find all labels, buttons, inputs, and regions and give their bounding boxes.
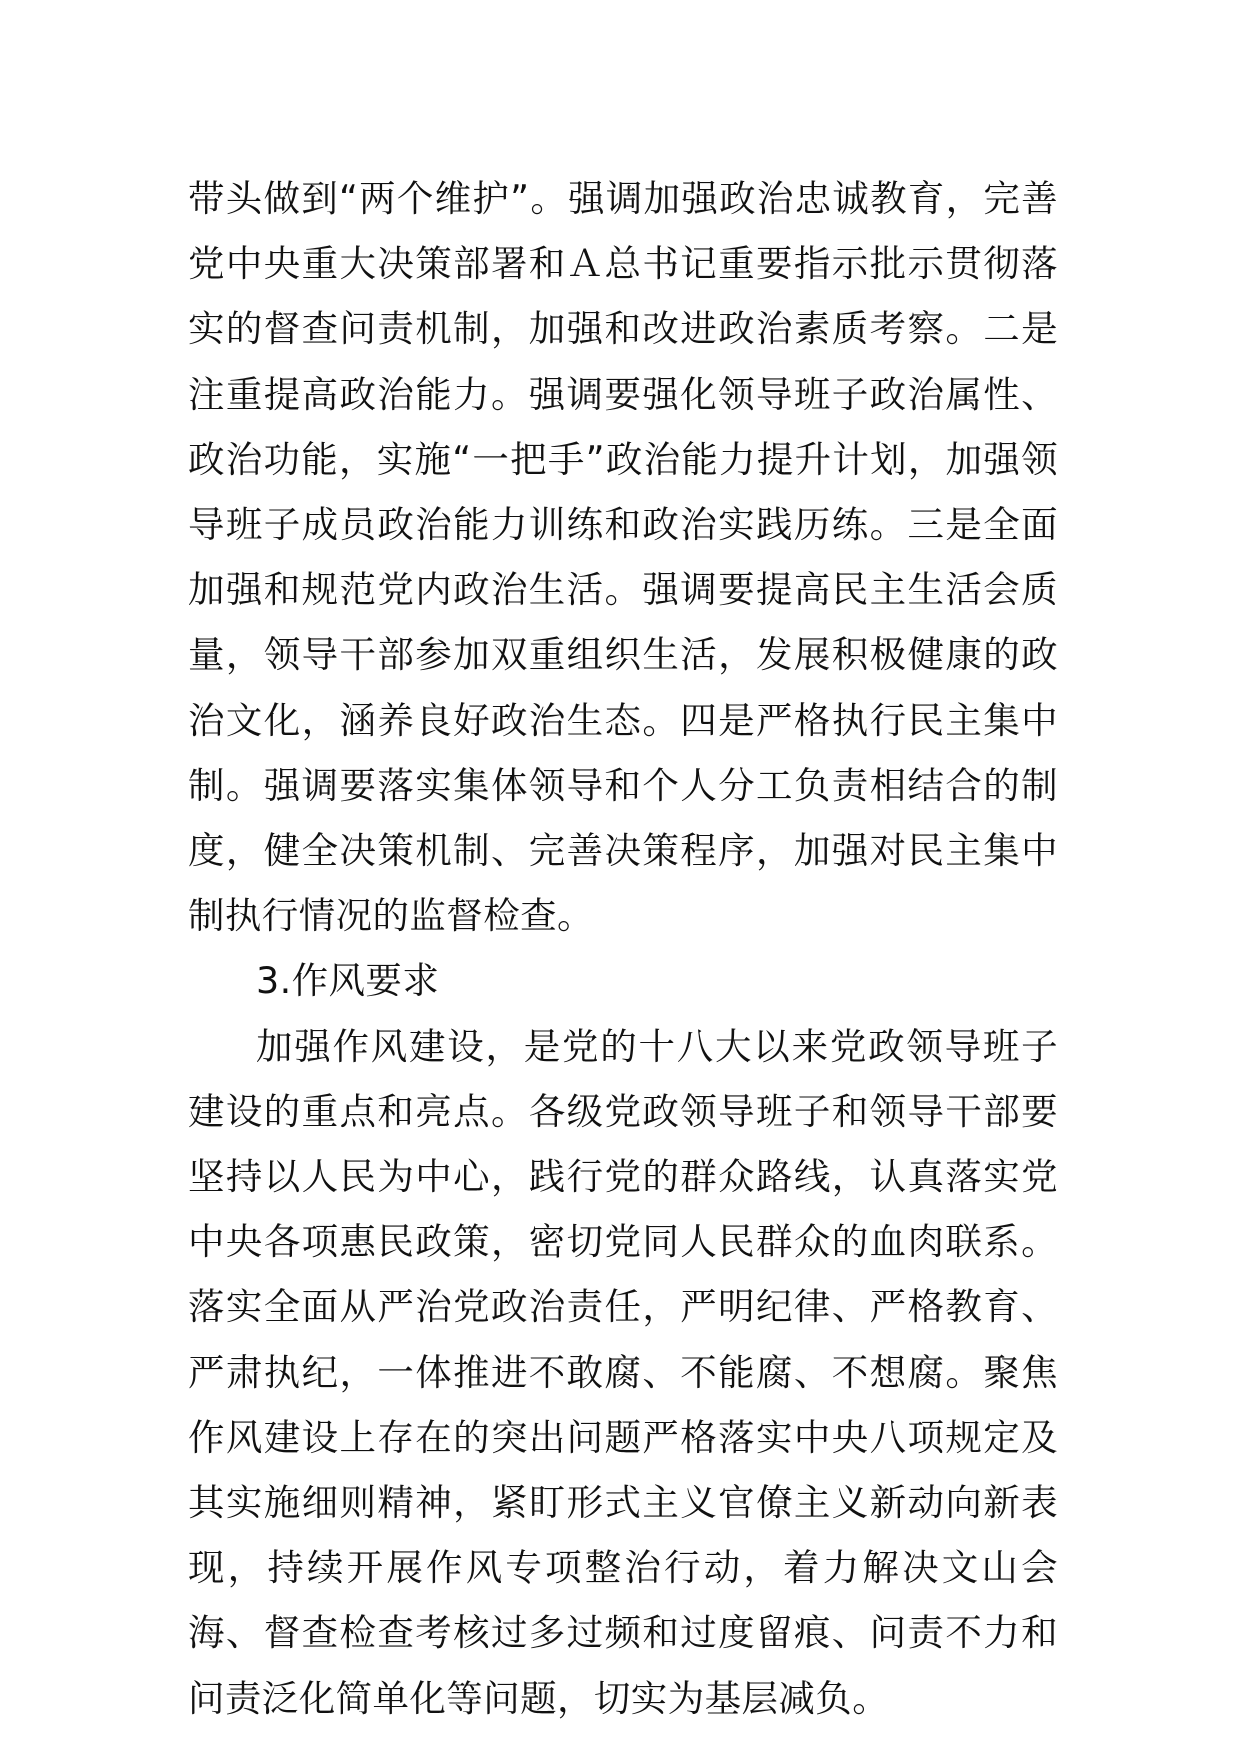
paragraph-style-building: 加强作风建设，是党的十八大以来党政领导班子建设的重点和亮点。各级党政领导班子和领导干部要坚持以人民为中心，践行党的群众路线，认真落实党中央各项惠民政策，密切党同人民群众的血肉联系。落实全面从严治党政治责任，严明纪律、严格教育、严肃执纪，一体推进不敢腐、不能腐、不想腐。聚焦作风建设上存在的突出问题严格落实中央八项规定及其实施细则精神，紧盯形式主义官僚主义新动向新表现，持续开展作风专项整治行动，着力解决文山会海、督查检查考核过多过频和过度留痕、问责不力和问责泛化简单化等问题，切实为基层减负。 xyxy=(188,1024,1058,1720)
paragraph-continuation: 带头做到“两个维护”。强调加强政治忠诚教育，完善党中央重大决策部署和Ａ总书记重要指示批示贯彻落实的督查问责机制，加强和改进政治素质考察。二是注重提高政治能力。强调要强化领导班子政治属性、政治功能，实施“一把手”政治能力提升计划，加强领导班子成员政治能力训练和政治实践历练。三是全面加强和规范党内政治生活。强调要提高民主生活会质量，领导干部参加双重组织生活，发展积极健康的政治文化，涵养良好政治生态。四是严格执行民主集中制。强调要落实集体领导和个人分工负责相结合的制度，健全决策机制、完善决策程序，加强对民主集中制执行情况的监督检查。 xyxy=(188,177,1058,938)
document-body xyxy=(188,166,1058,1731)
section-heading-style-requirements: 3.作风要求 xyxy=(256,959,440,1003)
